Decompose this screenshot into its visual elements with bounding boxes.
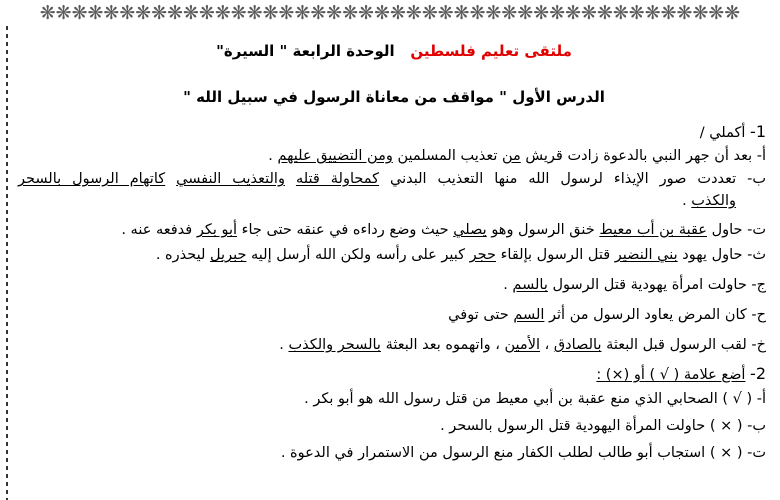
item-text: تعددت صور الإيذاء لرسول الله منها التعذيب البدني [390,171,737,187]
item-text: فدفعه عنه . [121,222,193,238]
item-text: حاول يهود [682,247,743,263]
section1-heading [18,122,766,141]
item-text: حيث وضع رداءه في عنقه حتى جاء [241,222,449,238]
item-text: استجاب أبو طالب لطلب الكفار منع الرسول من الاستمرار في الدعوة . [280,445,706,461]
item-answer: السم [513,307,545,323]
item-text: كبير على رأسه ولكن الله أرسل إليه [251,247,466,263]
lesson-title: الدرس الأول " مواقف من معاناة الرسول في سبيل الله " [183,88,605,106]
item-answer: من [501,148,521,164]
item-text: ، [544,337,550,353]
header-org: ملتقى تعليم فلسطين [410,42,572,60]
item-prefix: ت- [747,222,766,238]
list-item [18,277,766,293]
item-answer: بني النضير [614,247,678,263]
list-item [18,337,766,353]
item-answer: كاتهام الرسول بالسحر [18,171,166,187]
list-item [18,171,766,187]
item-text: الصحابي الذي منع عقبة بن أبي معيط من قتل رسول الله هو أبو بكر . [304,391,718,407]
item-mark: ( × ) [709,418,743,434]
item-answer: جبريل [210,247,247,263]
item-prefix: خ- [751,337,766,353]
item-text: حاولت المرأة اليهودية قتل الرسول بالسحر . [440,418,706,434]
item-text: . [682,193,687,209]
item-text: لقب الرسول قبل البعثة [606,337,747,353]
item-text: قتل الرسول بإلقاء [500,247,611,263]
item-answer: عقبة بن أب معيط [599,222,707,238]
list-item [18,148,766,164]
item-text: . [268,148,273,164]
list-item [18,445,766,461]
section2-number: 2- [750,364,766,383]
list-item [18,247,766,263]
item-prefix: أ- [756,148,766,164]
item-answer: بالسم [512,277,548,293]
document-page [16,28,772,500]
list-item [18,391,766,407]
item-prefix: ح- [751,307,766,323]
decorative-border-left [0,26,14,500]
item-text: ، واتهموه بعد البعثة [385,337,500,353]
section2-heading [18,364,766,383]
item-text: تعذيب المسلمين [397,148,498,164]
item-prefix: ج- [751,277,766,293]
item-answer: بالسحر والكذب [288,337,381,353]
item-answer: كمحاولة قتله [295,171,380,187]
item-prefix: ث- [747,247,766,263]
item-text: . [503,277,508,293]
item-text: . [279,337,284,353]
list-item [18,418,766,434]
decorative-border-top: ❋❋❋❋❋❋❋❋❋❋❋❋❋❋❋❋❋❋❋❋❋❋❋❋❋❋❋❋❋❋❋❋❋❋❋❋❋❋❋❋❋❋❋❋ [39,2,741,24]
section1-instruction: أكملي / [699,125,746,141]
list-item [18,222,766,238]
item-prefix: أ- [756,391,766,407]
item-prefix: ب- [747,171,767,187]
item-answer: حجر [469,247,496,263]
item-prefix: ب- [747,418,766,434]
item-text: بعد أن جهر النبي بالدعوة زادت قريش [525,148,753,164]
item-text: حاول [711,222,743,238]
document-header [16,42,772,60]
item-answer: يصلي [453,222,487,238]
item-answer: والكذب [691,193,736,209]
item-answer: بالصادق [553,337,602,353]
item-text: كان المرض يعاود الرسول من أثر [549,307,747,323]
item-mark: ( √ ) [722,391,753,407]
section1-number: 1- [750,122,766,141]
list-item-continued [36,193,736,209]
item-answer: الأمين [504,337,540,353]
item-text: حتى توفي [448,307,509,323]
item-mark: ( × ) [709,445,743,461]
list-item [18,307,766,323]
item-text: والتعذيب النفسي [176,171,285,187]
header-unit: الوحدة الرابعة " السيرة" [216,42,395,60]
item-text: خنق الرسول وهو [491,222,595,238]
item-answer: أبو بكر [196,222,238,238]
section2-instruction: أضع علامة ( √ ) أو (×) : [596,367,746,383]
item-text: ليحذره . [155,247,206,263]
item-prefix: ت- [747,445,766,461]
item-text: حاولت امرأة يهودية قتل الرسول [552,277,747,293]
item-answer: ومن التضييق عليهم [277,148,393,164]
